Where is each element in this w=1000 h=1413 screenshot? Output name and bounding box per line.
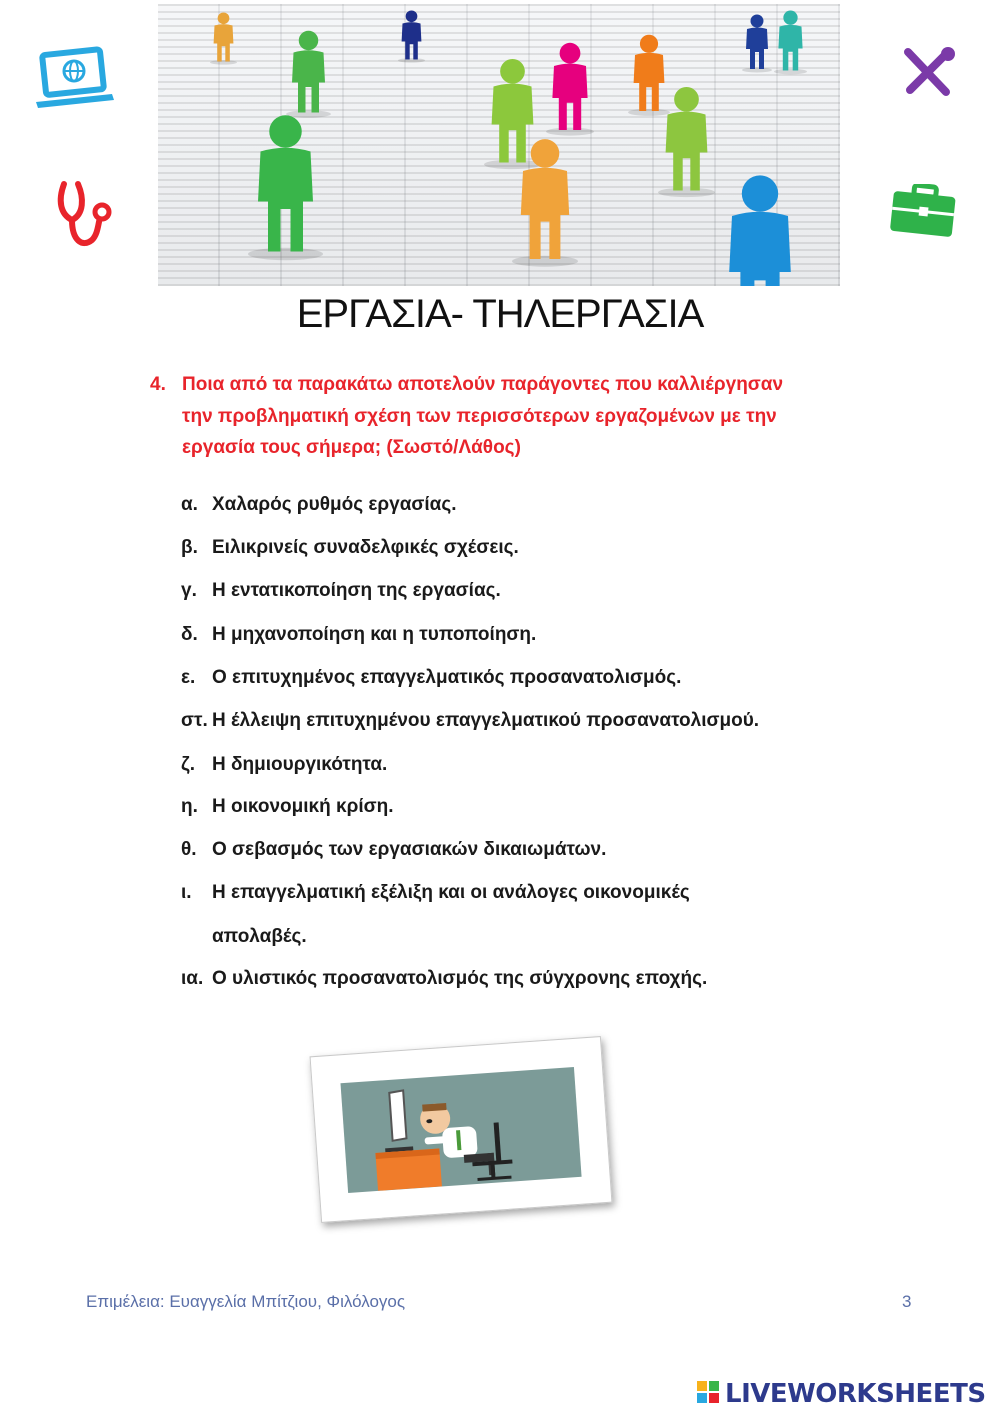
answer-letter: ι. <box>181 882 192 903</box>
person-figure <box>546 43 594 136</box>
tools-icon <box>900 44 956 100</box>
question-number: 4. <box>150 374 166 395</box>
answer-item-ia <box>181 968 707 990</box>
person-figure <box>210 12 237 64</box>
answer-letter: ε. <box>181 667 196 688</box>
answer-text: Ο σεβασμός των εργασιακών δικαιωμάτων. <box>212 839 607 860</box>
question-line: την προβληματική σχέση των περισσότερων εργαζομένων με την <box>182 405 777 427</box>
answer-text: Ο επιτυχημένος επαγγελματικός προσανατολισμός. <box>212 667 682 688</box>
question-line: Ποια από τα παρακάτω αποτελούν παράγοντες που καλλιέργησαν <box>182 374 784 395</box>
person-figure <box>658 87 715 197</box>
answer-text: απολαβές. <box>212 926 307 947</box>
liveworksheets-grid-icon <box>697 1381 721 1407</box>
answer-text: Ο υλιστικός προσανατολισμός της σύγχρονης εποχής. <box>212 968 708 989</box>
answer-letter: β. <box>181 537 198 558</box>
photo-frame <box>310 1036 613 1223</box>
answer-item-i <box>181 882 690 904</box>
answer-item-st <box>181 710 759 732</box>
answer-letter: ια. <box>181 968 204 989</box>
answer-text: Η εντατικοποίηση της εργασίας. <box>212 580 501 601</box>
answer-text: Η επαγγελματική εξέλιξη και οι ανάλογες οικονομικές <box>212 882 690 903</box>
answer-item-th <box>181 839 606 861</box>
answer-text: Ειλικρινείς συναδελφικές σχέσεις. <box>212 537 519 558</box>
question-4 <box>150 369 850 464</box>
answer-item-i-continued <box>181 926 307 948</box>
person-figure <box>248 115 323 260</box>
stethoscope-icon <box>54 180 114 252</box>
answer-text: Χαλαρός ρυθμός εργασίας. <box>212 494 457 515</box>
question-text <box>182 369 850 464</box>
answer-letter: θ. <box>181 839 197 860</box>
answer-letter: γ. <box>181 580 197 601</box>
answer-text: Η οικονομική κρίση. <box>212 796 394 817</box>
answer-letter: α. <box>181 494 198 515</box>
question-line: εργασία τους σήμερα; (Σωστό/Λάθος) <box>182 437 521 458</box>
answer-letter: δ. <box>181 624 198 645</box>
answer-letter: ζ. <box>181 754 196 775</box>
answer-item-e <box>181 667 681 689</box>
tired-office-worker-illustration <box>340 1067 581 1193</box>
page-number: 3 <box>902 1292 912 1311</box>
people-figures-illustration <box>158 4 840 286</box>
answer-letter: η. <box>181 796 198 817</box>
footer-credit: Επιμέλεια: Ευαγγελία Μπίτζιου, Φιλόλογος <box>86 1292 406 1311</box>
header-banner-image <box>158 4 840 286</box>
liveworksheets-logo[interactable] <box>697 1379 986 1409</box>
person-figure <box>774 11 807 75</box>
person-figure <box>718 175 802 286</box>
answer-letter: στ. <box>181 710 208 731</box>
briefcase-icon <box>888 184 958 240</box>
answer-text: Η μηχανοποίηση και η τυποποίηση. <box>212 624 537 645</box>
answer-text: Η δημιουργικότητα. <box>212 754 388 775</box>
laptop-globe-icon <box>34 46 118 112</box>
answer-item-c <box>181 580 501 602</box>
answer-item-a <box>181 494 457 516</box>
answer-item-b <box>181 537 519 559</box>
person-figure <box>742 15 772 73</box>
answer-item-d <box>181 624 536 646</box>
answer-text: Η έλλειψη επιτυχημένου επαγγελματικού προσανατολισμού. <box>212 710 760 731</box>
person-figure <box>628 35 670 116</box>
page-title: ΕΡΓΑΣΙΑ- ΤΗΛΕΡΓΑΣΙΑ <box>296 292 704 336</box>
answer-item-z <box>181 754 387 776</box>
liveworksheets-text: LIVEWORKSHEETS <box>725 1379 986 1409</box>
answer-item-h <box>181 796 394 818</box>
person-figure <box>398 10 425 62</box>
person-figure <box>286 31 331 118</box>
